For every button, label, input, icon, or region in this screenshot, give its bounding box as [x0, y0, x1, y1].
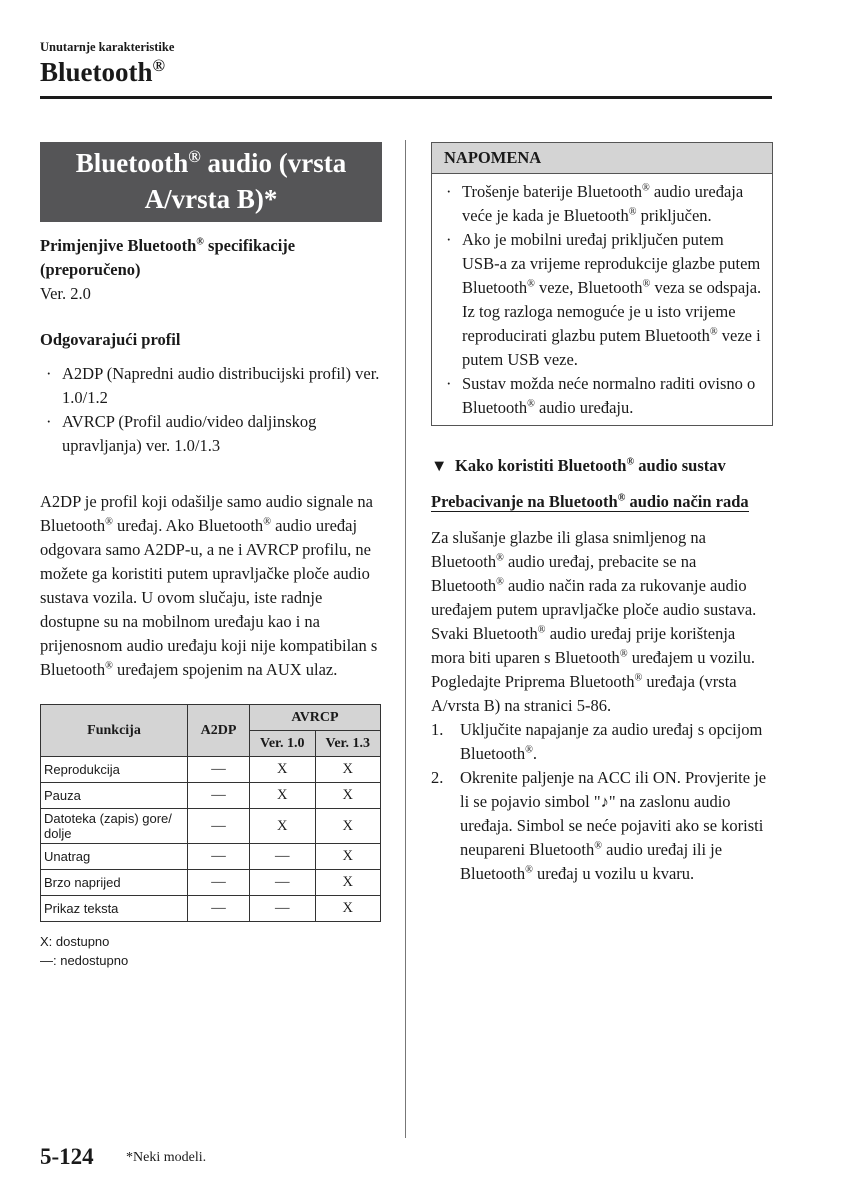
a2dp-cell: —: [188, 809, 250, 844]
step-list: [431, 718, 773, 886]
table-row: [41, 783, 381, 809]
ver13-cell: X: [315, 757, 381, 783]
ver13-cell: X: [315, 809, 381, 844]
right-column: [431, 142, 773, 886]
step-item: [431, 766, 773, 886]
ver10-cell: X: [250, 757, 316, 783]
step-text: Okrenite paljenje na ACC ili ON. Provjerite je li se pojavio simbol "♪" na zaslonu audio uređaja. Simbol se neće pojaviti ako se koristi neupareni Bluetooth® audio uređaj ili je Bluetooth® uređaj u vozilu u kvaru.: [460, 768, 767, 883]
col-header-function: Funkcija: [41, 705, 188, 757]
mode-heading-text: Prebacivanje na Bluetooth® audio način rada: [431, 492, 749, 511]
left-column: [40, 142, 382, 970]
step-item: [431, 718, 773, 766]
table-row: [41, 844, 381, 870]
legend-available: X: dostupno: [40, 934, 110, 949]
note-item: · Trošenje baterije Bluetooth® audio uređaja veće je kada je Bluetooth® priključen.: [440, 180, 762, 228]
page-title: Bluetooth®: [40, 56, 166, 87]
profile-item: · AVRCP (Profil audio/video daljinskog upravljanja) ver. 1.0/1.3: [40, 410, 382, 458]
function-name: Pauza: [41, 783, 188, 809]
a2dp-paragraph: A2DP je profil koji odašilje samo audio signale na Bluetooth® uređaj. Ako Bluetooth® audio uređaj odgovara samo A2DP-u, a ne i AVRCP profilu, ne možete ga koristiti putem upravljačke ploče audio sustava vozila. U ovom slučaju, iste radnje dostupne su na mobilnom uređaju kao i na prijenosnom audio uređaju koji nije kompatibilan s Bluetooth® uređajem spojenim na AUX ulaz.: [40, 492, 378, 679]
step-number: 1.: [431, 720, 444, 739]
note-box: [431, 142, 773, 426]
step-text: Uključite napajanje za audio uređaj s opcijom Bluetooth®.: [460, 720, 763, 763]
a2dp-cell: —: [188, 844, 250, 870]
page-number: 5-124: [40, 1144, 94, 1169]
function-name: Datoteka (zapis) gore/ dolje: [41, 809, 188, 844]
col-header-ver10: Ver. 1.0: [250, 731, 316, 757]
spec-heading: Primjenjive Bluetooth® specifikacije (preporučeno): [40, 236, 296, 279]
table-row: [41, 809, 381, 844]
mode-paragraph: Za slušanje glazbe ili glasa snimljenog na Bluetooth® audio uređaj, prebacite se na Bluetooth® audio način rada za rukovanje audio uređajem putem upravljačke ploče audio sustava. Svaki Bluetooth® audio uređaj prije korištenja mora biti uparen s Bluetooth® uređajem u vozilu.: [431, 528, 757, 667]
ver13-cell: X: [315, 896, 381, 922]
function-name: Reprodukcija: [41, 757, 188, 783]
table-row: [41, 757, 381, 783]
spec-version: Ver. 2.0: [40, 284, 91, 303]
footnote: *Neki modeli.: [126, 1150, 207, 1165]
note-heading: NAPOMENA: [432, 143, 772, 174]
step-number: 2.: [431, 768, 444, 787]
a2dp-cell: —: [188, 783, 250, 809]
a2dp-cell: —: [188, 757, 250, 783]
table-legend: [40, 932, 382, 970]
legend-unavailable: —: nedostupno: [40, 953, 129, 968]
function-name: Brzo naprijed: [41, 870, 188, 896]
note-item: · Ako je mobilni uređaj priključen putem USB-a za vrijeme reprodukcije glazbe putem Bluetooth® veze, Bluetooth® veza se odspaja. Iz tog razloga nemoguće je u isto vrijeme reproducirati glazbu putem Bluetooth® veze i putem USB veze.: [440, 228, 762, 372]
feature-table: [40, 704, 381, 922]
column-divider: [405, 140, 406, 1138]
reference-paragraph: Pogledajte Priprema Bluetooth® uređaja (vrsta A/vrsta B) na stranici 5-86.: [431, 672, 737, 715]
table-row: [41, 896, 381, 922]
function-name: Unatrag: [41, 844, 188, 870]
profile-heading: Odgovarajući profil: [40, 330, 181, 349]
table-row: [41, 870, 381, 896]
section-label: Unutarnje karakteristike: [40, 40, 175, 54]
ver13-cell: X: [315, 844, 381, 870]
col-header-avrcp: AVRCP: [250, 705, 381, 731]
header-rule: [40, 96, 772, 99]
ver13-cell: X: [315, 783, 381, 809]
col-header-a2dp: A2DP: [188, 705, 250, 757]
function-name: Prikaz teksta: [41, 896, 188, 922]
col-header-ver13: Ver. 1.3: [315, 731, 381, 757]
a2dp-cell: —: [188, 870, 250, 896]
section-title-box: Bluetooth® audio (vrsta A/vrsta B)*: [40, 142, 382, 222]
table-header-row: [41, 705, 381, 731]
note-body: [432, 174, 772, 425]
profile-item: · A2DP (Napredni audio distribucijski profil) ver. 1.0/1.2: [40, 362, 382, 410]
ver10-cell: X: [250, 783, 316, 809]
ver10-cell: —: [250, 870, 316, 896]
triangle-marker-icon: ▼: [431, 456, 448, 475]
how-to-use-heading: [431, 454, 773, 478]
mode-heading: [431, 490, 773, 514]
a2dp-cell: —: [188, 896, 250, 922]
note-item: · Sustav možda neće normalno raditi ovisno o Bluetooth® audio uređaju.: [440, 372, 762, 420]
profile-list: [40, 362, 382, 458]
ver13-cell: X: [315, 870, 381, 896]
ver10-cell: X: [250, 809, 316, 844]
how-to-use-text: Kako koristiti Bluetooth® audio sustav: [455, 456, 726, 475]
ver10-cell: —: [250, 896, 316, 922]
ver10-cell: —: [250, 844, 316, 870]
